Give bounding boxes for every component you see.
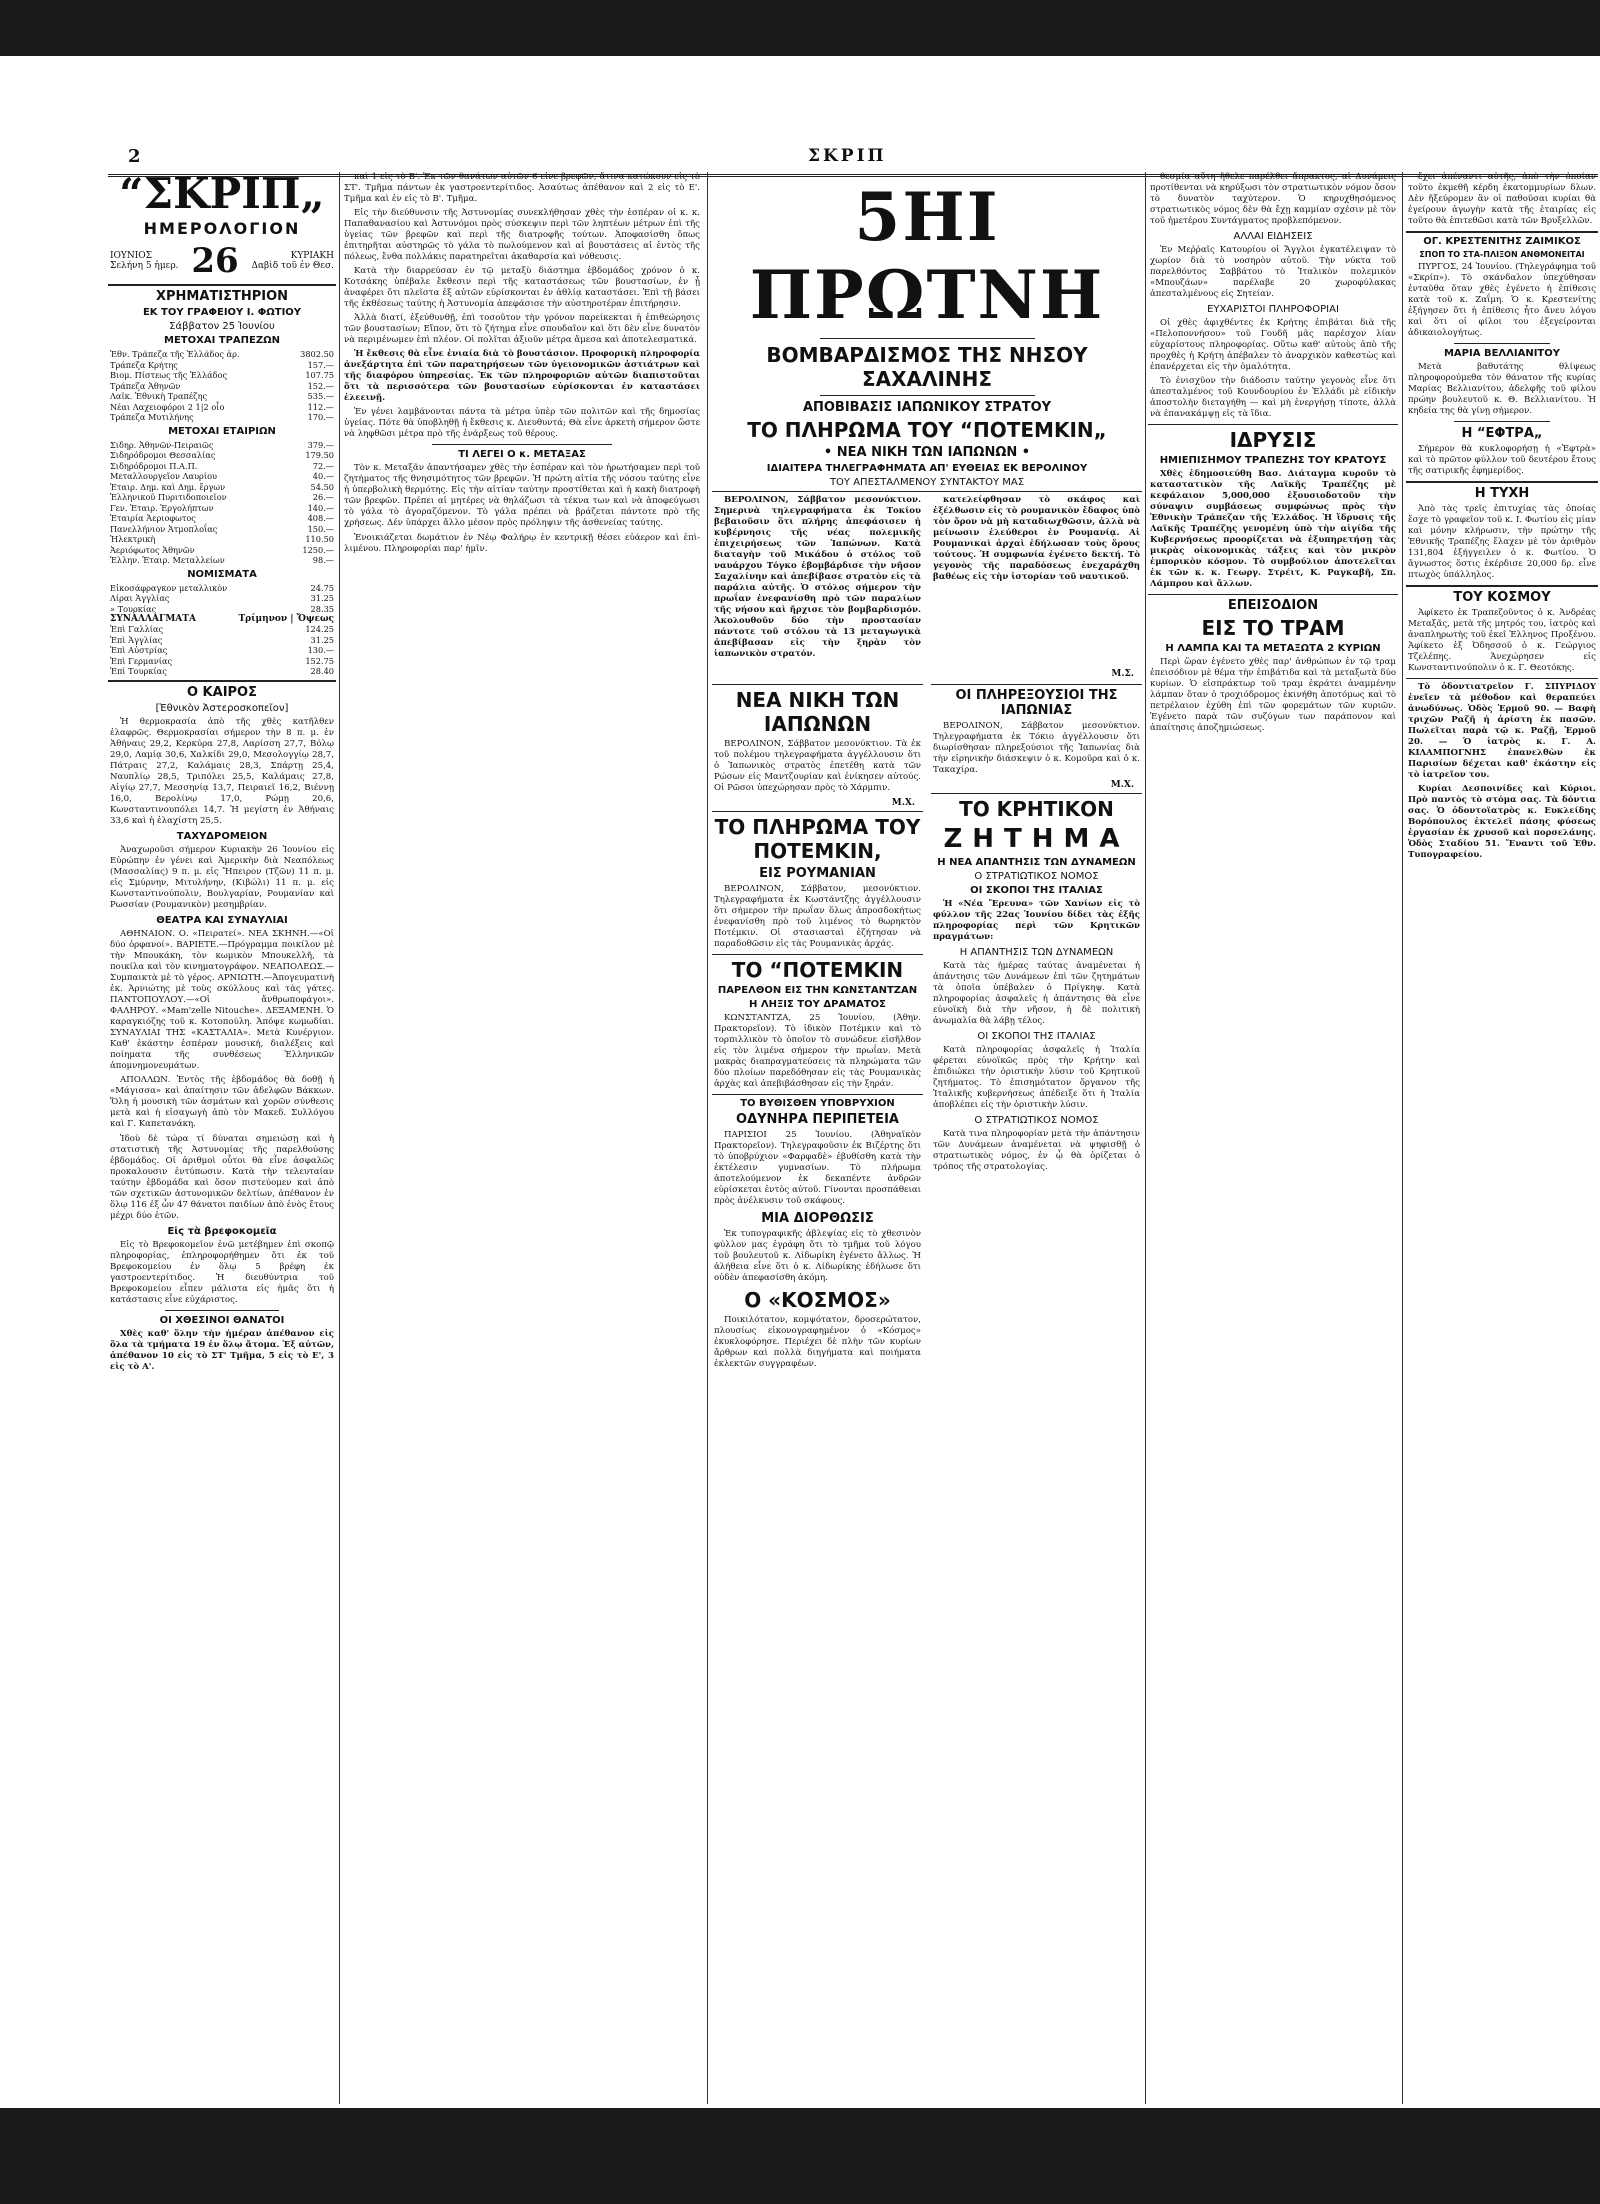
table-row: Ἑταιρία Ἀεριοφωτος 408.— <box>110 513 334 523</box>
founding-text: Χθὲς ἐδημοσιεύθη Βασ. Διάταγμα κυροῦν τὸ καταστατικὸν τῆς Λαϊκῆς Τραπέζης μὲ κεφάλαιον 5,000,000 ἐξουσιοδοτοῦν τὴν σύναψιν συμβάσεως συμφώνως πρὸς τὴν Ἐθνικὴν Τράπεζαν τῆς Ἑλλάδος. Ἡ ἵδρυσις τῆς Λαϊκῆς Τραπέζης γενομένη ὑπὸ τὴν αἰγίδα τῆς Κυβερνήσεως προορίζεται νὰ ἐξυπηρετήσῃ τὰς μικρὰς οἰκονομικὰς τάξεις καὶ τὸν μικρὸν ἐμπορικὸν κόσμον. Τὸ συμβούλιον ἀποτελεῖται ἐκ τῶν κ. κ. Γεωργ. Στρέιτ, Κ. Ραγκαβῆ, Σπ. Λάμπρου καὶ ἄλλων. <box>1150 469 1396 589</box>
divider <box>432 444 612 445</box>
victory-title: ΝΕΑ ΝΙΚΗ ΤΩΝ ΙΑΠΩΝΩΝ <box>735 688 900 736</box>
scan-border-top <box>0 0 1600 56</box>
constanta-subtitle-2: Η ΛΗΞΙΣ ΤΟΥ ΔΡΑΜΑΤΟΣ <box>748 999 886 1010</box>
krestenitis-text: ΠΥΡΓΟΣ, 24 Ἰουνίου. (Τηλεγράφημα τοῦ «Σκρίπ»). Τὸ σκάνδαλον ὑπεχύθησαν ἐνταῦθα ὅταν χθὲς ἐγένετο ἡ ἐπίθεσις κατὰ τοῦ κ. Ζαΐμη. Ὁ κ. Κρεστενίτης ἐξήγησεν ὅτι ἡ ἐπίθεσις ἦτο ἄνευ λόγου καὶ ὅτι οἱ φίλοι του ἐξεγείρονται ἀδικαιολογήτως. <box>1408 262 1596 338</box>
obituary-title: ΜΑΡΙΑ ΒΕΛΛΙΑΝΙΤΟΥ <box>1443 348 1560 359</box>
exchange-date: Σάββατον 25 Ἰουνίου <box>169 321 275 332</box>
main-dispatch-a: ΒΕΡΟΛΙΝΟΝ, Σάββατον μεσονύκτιον. Σημερινὰ τηλεγραφήματα ἐκ Τοκίου βεβαιοῦσιν ὅτι πλήρης ἀπεφάσισεν ἡ κυβέρνησις τῆς νέας πολεμικῆς ἐπιχειρήσεως τῶν Ἰαπώνων. Κατὰ διαταγὴν τοῦ Μικάδου ὁ στόλος τοῦ ναυάρχου Τόγκο ἐβομβάρδισε τὴν νῆσον Σαχαλίνην καὶ ἀπεβίβασε στρατὸν εἰς τὰ παράλια αὐτῆς. Ὁ στόλος σήμερον τὴν πρωΐαν ἐνεφανίσθη πρὸ τῶν παραλίων τῆς νήσου καὶ ἤρχισε τὸν βομβαρδισμόν. Ἀκολουθοῦν δύο τὴν προστασίαν πάντοτε τοῦ στόλου τὰ 13 μεταγωγικὰ ἀπεβίβασαν εἰς τὴν ξηρὰν τὸν ἰαπωνικὸν στρατόν. <box>714 495 921 659</box>
eftra-text: Σήμερον θὰ κυκλοφορήσῃ ἡ «Ἐφτρὰ» καὶ τὸ πρῶτον φύλλον τοῦ δευτέρου ἔτους τῆς σατιρικῆς ἐφημερίδος. <box>1408 444 1596 476</box>
submarine-subtitle: ΟΔΥΝΗΡΑ ΠΕΡΙΠΕΤΕΙΑ <box>736 1112 899 1127</box>
constanta-title: ΤΟ “ΠΟΤΕΜΚΙΝ <box>731 958 904 982</box>
cretan-big-title: ΖΗΤΗΜΑ <box>943 824 1130 854</box>
episode-subtitle-2: Η ΛΑΜΠΑ ΚΑΙ ΤΑ ΜΕΤΑΞΩΤΑ 2 ΚΥΡΙΩΝ <box>1165 643 1381 654</box>
potemkin-crew-title: ΤΟ ΠΛΗΡΩΜΑ ΤΟΥ ΠΟΤΕΜΚΙΝ, <box>714 815 921 863</box>
submarine-title: ΤΟ ΒΥΘΙΣΘΕΝ ΥΠΟΒΡΥΧΙΟΝ <box>740 1098 895 1109</box>
table-row: Ἐπὶ Ἀγγλίας 31.25 <box>110 634 334 645</box>
column-rule <box>707 172 708 2104</box>
article-body: ἔχει ἀπέναντι αὐτῆς, ἀπὸ τὴν ὁποίαν τοῦτο ἐκμεθῆ κέρδη ἐκατομμυρίων δλων. Δὲν ἤξεύρομεν ἂν οἱ παθοῦσαι κυρίαι θὰ ἐγείρουν ἀγωγὴν κατὰ τῆς ἑταιρίας εἰς τοῦτο θὰ ἐπιτεθῶσι κατὰ τῶν Βρυξελλῶν. <box>1408 172 1596 226</box>
two-column-block <box>712 495 1142 667</box>
divider <box>1406 678 1598 679</box>
headline-victory: • ΝΕΑ ΝΙΚΗ ΤΩΝ ΙΑΠΩΝΩΝ • <box>823 445 1031 460</box>
cretan-subtitle-2: Ο ΣΤΡΑΤΙΩΤΙΚΟΣ ΝΟΜΟΣ <box>974 871 1099 882</box>
founding-subtitle: ΗΜΙΕΠΙΣΗΜΟΥ ΤΡΑΠΕΖΗΣ ΤΟΥ ΚΡΑΤΟΥΣ <box>1159 455 1387 466</box>
metaxas-title: ΤΙ ΛΕΓΕΙ Ο κ. ΜΕΤΑΞΑΣ <box>458 449 586 460</box>
almanac-row <box>110 241 334 281</box>
banner-headline: 5ΗΙ ΠΡΩΤΝΗ <box>749 178 1105 334</box>
banks-title: ΜΕΤΟΧΑΙ ΤΡΑΠΕΖΩΝ <box>164 335 280 346</box>
headline-telegrams: ΙΔΙΑΙΤΕΡΑ ΤΗΛΕΓΡΑΦΗΜΑΤΑ ΑΠ' ΕΥΘΕΙΑΣ ΕΚ ΒΕΡΟΛΙΝΟΥ <box>766 463 1088 474</box>
obituary-text: Μετὰ βαθυτάτης θλίψεως πληροφορούμεθα τὸν θάνατον τῆς κυρίας Μαρίας Βελλιανίτου, ἀδελφῆς τοῦ φίλου πρώην βουλευτοῦ κ. Θ. Βελλιανίτου. Ἡ κηδεία της θὰ γίνῃ σήμερον. <box>1408 362 1596 416</box>
cretan-title: ΤΟ ΚΡΗΤΙΚΟΝ <box>959 797 1114 821</box>
table-row: Τράπεζα Ἀθηνῶν 152.— <box>110 380 334 391</box>
companies-table <box>108 440 336 566</box>
almanac-moon: Σελήνη 5 ἡμερ. <box>110 261 179 271</box>
table-row: Λίραι Ἀγγλίας 31.25 <box>110 593 334 603</box>
table-row: Σιδηρόδρομοι Π.Α.Π. 72.— <box>110 460 334 471</box>
constanta-subtitle: ΠΑΡΕΛΘΟΝ ΕΙΣ ΤΗΝ ΚΩΝΣΤΑΝΤΖΑΝ <box>717 985 918 996</box>
table-row: Λαϊκ. Ἐθνικὴ Τραπέζης 535.— <box>110 391 334 401</box>
divider <box>931 684 1142 685</box>
weather-title: Ο ΚΑΙΡΟΣ <box>186 684 257 700</box>
episode-subtitle: ΕΙΣ ΤΟ ΤΡΑΜ <box>1201 616 1345 640</box>
subcolumn-right <box>931 681 1142 1374</box>
column-rule <box>339 172 340 2104</box>
correction-text: Ἐκ τυπογραφικῆς ἀβλεψίας εἰς τὸ χθεσινὸν φύλλον μας ἐγράφη ὅτι τὸ τμῆμα τοῦ λόγου τοῦ βουλευτοῦ κ. Λίδωρίκη ἐγένετο ἄλλως. Ἡ ἀλήθεια εἶνε ὅτι ὁ κ. Λίδωρίκης ἐδήλωσε ὅτι οὐδὲν ἀπεφασίσθη ἀκόμη. <box>714 1229 921 1283</box>
infants-title: Εἰς τὰ βρεφοκομεῖα <box>167 1225 277 1237</box>
signature: Μ.Χ. <box>1110 780 1134 790</box>
pleasant-news-text: Οἱ χθὲς ἀφιχθέντες ἐκ Κρήτης ἐπιβάται διὰ τῆς «Πελοποννήσου» τοῦ Γουδῆ μᾶς παρέσχον λίαν εὐχαρίστους πληροφορίας. Οὕτω καθ' αὐτοὺς ἀπὸ τῆς προχθὲς ἡ Κρήτη ἀπέβαλεν τὸ ἀναρχικὸν καθεστὼς καὶ ἐπανέρχεται εἰς τὴν ὁμαλότητα. Τὸ ἐνισχῦον τὴν διάδοσιν ταύτην γεγονὸς εἶνε ὅτι ἀπεσταλμένος τοῦ Κουνδουρίου ἐν Ἑλλάδι μὲ εἰδικὴν ἀποστολὴν διεταγήθη — καὶ μὴ ἐνεργήσῃ τίποτε, ἀλλὰ νὰ ἐπανακάμψῃ εἰς τὰ ἴδια. <box>1150 318 1396 419</box>
divider <box>1454 421 1550 422</box>
running-title: ΣΚΡΙΠ <box>808 146 887 166</box>
statistics-text: Ἰδοὺ δὲ τώρα τί δύναται σημειώσῃ καὶ ἡ στατιστικὴ τῆς Ἀστυνομίας τῆς παρελθούσης ἑβδομάδος. Οἱ ἀριθμοὶ οὗτοι θὰ εἶνε ἀσφαλῶς προκαλουσιν ἐντύπωσιν. Κατὰ τὴν τελευταίαν ταύτην ἑβδομάδα καὶ ὅσον πιστεύομεν καὶ ἀπὸ τῶν σχετικῶν ἀστυνομικῶν δελτίων, ἀπέθανον ἐν ὅλῳ 116 ἐξ ὧν 47 θάνατοι παιδίων ἀπὸ ἑνὸς ἔτους μέχρι δύο ἐτῶν. <box>110 1133 334 1221</box>
powers-answer-title: Η ΑΠΑΝΤΗΣΙΣ ΤΩΝ ΔΥΝΑΜΕΩΝ <box>959 947 1114 958</box>
headline-correspondent: ΤΟΥ ΑΠΕΣΤΑΛΜΕΝΟΥ ΣΥΝΤΑΚΤΟΥ ΜΑΣ <box>829 477 1025 488</box>
correction-title: ΜΙΑ ΔΙΟΡΘΩΣΙΣ <box>761 1211 874 1226</box>
society-text: Ἀφίκετο ἐκ Τραπεζοῦντος ὁ κ. Ἀνδρέας Μεταξᾶς, μετὰ τῆς μητρός του, ἰατρὸς καὶ ἀναπληρωτὴς τοῦ ἐκεῖ Ἑλληνος Προξένου. Ἀφίκετο ἐξ Ὀδησσοῦ ὁ κ. Γεώργιος Τζελέπης. Ἀνεχώρησεν εἰς Κωνσταντινούπολιν ὁ κ. Γ. Θεοτόκης. <box>1408 608 1596 673</box>
divider <box>1148 424 1398 425</box>
divider <box>820 395 1035 396</box>
table-row: Ἐθν. Τράπεζα τῆς Ἑλλάδος ἀρ. 3802.50 <box>110 349 334 359</box>
column-5 <box>1406 172 1598 2104</box>
two-column-block <box>712 681 1142 1374</box>
divider <box>712 811 923 812</box>
potemkin-crew-subtitle: ΕΙΣ ΡΟΥΜΑΝΙΑΝ <box>759 866 876 881</box>
luck-title: Η ΤΥΧΗ <box>1474 486 1530 501</box>
table-row: Μεταλλουργεῖον Λαυρίου 40.— <box>110 471 334 481</box>
column-1 <box>108 172 336 2104</box>
page-number: 2 <box>128 146 141 167</box>
kosmos-text: Ποικιλότατον, κομψότατον, δροσερώτατον, πλουσίως εἰκονογραφημένον ὁ «Κόσμος» ἐκυκλοφόρησε. Περιέχει δὲ πλὴν τῶν κυρίων ἄρθρων καὶ πολλὰ διηγήματα καὶ ποιήματα ἐκλεκτῶν συγγραφέων. <box>714 1315 921 1369</box>
divider <box>820 338 1035 339</box>
divider <box>931 793 1142 794</box>
deaths-text: Χθὲς καθ' ὅλην τὴν ἡμέραν ἀπέθανον εἰς ὅλα τὰ τμήματα 19 ἐν ὅλῳ ἄτομα. Ἐξ αὐτῶν, ἀπέθανον 10 εἰς τὸ ΣΤ' Τμῆμα, 5 εἰς τὸ Ε', 3 εἰς τὸ Α'. <box>110 1328 334 1372</box>
masthead-title: “ΣΚΡΙΠ„ <box>119 172 325 218</box>
table-row: Πανελλήνιον Ἀτμοπλοΐας 150.— <box>110 523 334 534</box>
column-rule <box>1145 172 1146 2104</box>
running-header <box>108 146 1598 166</box>
headline-potemkin: ΤΟ ΠΛΗΡΩΜΑ ΤΟΥ “ΠΟΤΕΜΚΙΝ„ <box>747 418 1107 442</box>
almanac-saint: Δαβὶδ τοῦ ἐν Θεσ. <box>251 261 334 271</box>
signature: Μ.Χ. <box>891 798 915 808</box>
divider <box>108 284 336 286</box>
fx-note: Τρίμηνον | Ὄψεως <box>238 614 334 624</box>
divider <box>1454 343 1550 344</box>
exchange-office: ΕΚ ΤΟΥ ΓΡΑΦΕΙΟΥ Ι. ΦΩΤΙΟΥ <box>142 307 302 318</box>
table-row: Σιδηρ. Ἀθηνῶν-Πειραιῶς 379.— <box>110 439 334 450</box>
table-row: Ἑλλην. Ἑταιρ. Μεταλλείων 98.— <box>110 555 334 565</box>
table-row: » Τουρκίας 28.35 <box>110 603 334 614</box>
newspaper-page <box>108 134 1598 2104</box>
divider <box>1406 585 1598 587</box>
table-row: Τράπεζα Μυτιλήνης 170.— <box>110 412 334 422</box>
notice-text: Ἐνοικιάζεται δωμάτιον ἐν Νέῳ Φαλήρῳ ἐν κεντρικῇ θέσει εὐάερον καὶ ἐπὶ-λιμένου. Πληροφορίαι παρ' ἡμῖν. <box>344 533 700 554</box>
table-row: Τράπεζα Κρήτης 157.— <box>110 359 334 370</box>
fx-title: ΣΥΝΑΛΛΑΓΜΑΤΑ <box>110 614 196 624</box>
weather-text: Ἡ θερμοκρασία ἀπὸ τῆς χθὲς κατῆλθεν ἐλαφρῶς. Θερμοκρασίαι σήμερον τὴν 8 π. μ. ἐν Ἀθήναις 29,2, Κερκύρα 27,8, Λαρίσση 27,7, Βόλῳ 29,0, Λαμίᾳ 30,6, Χαλκίδι 29,0, Μεσολογγίῳ 28,7, Πάτραις 27,2, Καλάμαις 28,3, Σπάρτῃ 25,4, Ναυπλίῳ 28,5, Τριπόλει 25,5, Καλάμαις 27,8, Αἰγίῳ 27,7, Μεσσηνίᾳ 13,7, Πειραιεῖ 16,2, Βιέννῃ 16,0, Βερολίνῳ 17,0, Ρώμῃ 20,6, Κωνσταντινουπόλει 14,7. Ἡ μεγίστη ἐν Ἀθήναις 33,6 καὶ ἡ ἐλαχίστη 25,5. <box>110 716 334 826</box>
subcolumn-left <box>712 681 923 1374</box>
column-4 <box>1148 172 1398 2104</box>
infants-text: Εἰς τὸ Βρεφοκομεῖον ἐνῶ μετέβημεν ἐπὶ σκοπῷ πληροφορίας, ἐπληροφορήθημεν ὅτι ἐκ τοῦ Βρεφοκομείου ἐν ὅλῳ 5 βρέφη ἐκ γαστροεντερίτιδος. Ἡ διευθύντρια τοῦ Βρεφοκομείου εἶπεν μάλιστα εἰς ἡμᾶς ὅτι ἡ κατάστασις εἶνε εὐχάριστος. <box>110 1239 334 1305</box>
luck-text: Ἀπὸ τὰς τρεῖς ἐπιτυχίας τὰς ὁποίας ἔσχε τὸ γραφεῖον τοῦ κ. Ι. Φωτίου εἰς μίαν καὶ μόνην κλήρωσιν, τὴν πρώτην τῆς Ἐθνικῆς Τραπέζης ἔλαχεν μὲ τὸν ἀριθμὸν 131,804 ἐξήγγειλεν ὁ κ. Φωτίου. Ὁ ἄγνωστος ὅστις ἐκέρδισε 20,000 δρ. εἶνε πτωχὸς ὑπάλληλος. <box>1408 504 1596 580</box>
divider <box>712 684 923 685</box>
divider <box>108 680 336 682</box>
table-row: Ἐπὶ Γαλλίας 124.25 <box>110 624 334 634</box>
table-row: Ἀεριόφωτος Ἀθηνῶν 1250.— <box>110 544 334 555</box>
krestenitis-title: ΟΓ. ΚΡΕΣΤΕΝΙΤΗΣ ΖΑΙΜΙΚΟΣ <box>1423 236 1581 247</box>
fx-header <box>110 614 334 624</box>
fx-table <box>108 624 336 677</box>
military-law-title: Ο ΣΤΡΑΤΙΩΤΙΚΟΣ ΝΟΜΟΣ <box>974 1115 1099 1126</box>
divider <box>712 1094 923 1095</box>
table-row: Ἐπὶ Γερμανίας 152.75 <box>110 655 334 666</box>
table-row: Ἠλεκτρικὴ 110.50 <box>110 534 334 544</box>
table-row: Βιομ. Πίστεως τῆς Ἑλλάδος 107.75 <box>110 370 334 380</box>
potemkin-crew-text: ΒΕΡΟΛΙΝΟΝ, Σάββατον, μεσονύκτιον. Τηλεγραφήματα ἐκ Κωστάντζης ἀγγέλλουσιν ὅτι σήμερον τὴν πρωΐαν ὅλως ἀπροσδοκήτως ἐνεφανίσθη πρὸ τοῦ λιμένος τὸ θωρηκτὸν Ποτέμκιν. Οἱ στασιασταὶ ἐζήτησαν νὰ παραδοθῶσιν εἰς τὰς Ρουμανικὰς ἀρχάς. <box>714 884 921 949</box>
cretan-text: Ἡ «Νέα Ἔρευνα» τῶν Χανίων εἰς τὸ φύλλον τῆς 22ας Ἰουνίου δίδει τὰς ἑξῆς πληροφορίας περὶ τῶν Κρητικῶν πραγμάτων: <box>933 899 1140 942</box>
metaxas-text: Τὸν κ. Μεταξᾶν ἀπαντήσαμεν χθὲς τὴν ἑσπέραν καὶ τὸν ἠρωτήσαμεν περὶ τοῦ ζητήματος τῆς θνησιμότητος τῶν βρεφῶν. Ἡ πρώτη αἰτία τῆς νόσου ταύτης εἶνε ἡ ὑπερβολικὴ θερμότης. Εἰς τὴν αἰτίαν ταύτην προστίθεται καὶ ἡ κακὴ διατροφὴ τῶν βρεφῶν. Πρέπει αἱ μητέρες νὰ θηλάζωσι τὰ τέκνα των καὶ νὰ ἀποφεύγωσι τὸ γάλα τὸ ἀγοραζόμενον. Τὸ γάλα πρέπει νὰ βράζεται πάντοτε πρὸ τῆς χρήσεως. Δέν ὑπάρχει ἄλλο μέσον πρὸς πρόληψιν τῆς ἀσθενείας ταύτης. <box>344 463 700 528</box>
almanac-month: ΙΟΥΝΙΟΣ <box>110 251 153 261</box>
victory-text: ΒΕΡΟΛΙΝΟΝ, Σάββατον μεσονύκτιον. Τὰ ἐκ τοῦ πολέμου τηλεγραφήματα ἀγγέλλουσιν ὅτι ὁ Ἰαπωνικὸς στρατὸς ἐπετέθη κατὰ τῶν Ρώσων εἰς Μαντζουρίαν καὶ ἐνίκησεν αὐτούς. Οἱ Ρῶσοι ὑπεχώρησαν πρὸς τὸ Χάρμπιν. <box>714 739 921 793</box>
headline-landing: ΑΠΟΒΙΒΑΣΙΣ ΙΑΠΩΝΙΚΟΥ ΣΤΡΑΤΟΥ <box>802 400 1052 415</box>
divider <box>1406 481 1598 483</box>
italy-title: ΟΙ ΣΚΟΠΟΙ ΤΗΣ ΙΤΑΛΙΑΣ <box>977 1031 1096 1042</box>
deaths-title: ΟΙ ΧΘΕΣΙΝΟΙ ΘΑΝΑΤΟΙ <box>159 1314 285 1326</box>
divider <box>1406 231 1598 233</box>
coins-table <box>108 583 336 615</box>
headline-sakhalin: ΒΟΜΒΑΡΔΙΣΜΟΣ ΤΗΣ ΝΗΣΟΥ ΣΑΧΑΛΙΝΗΣ <box>766 343 1088 391</box>
divider <box>1148 594 1398 595</box>
powers-answer-text: Κατὰ τὰς ἡμέρας ταύτας ἀναμένεται ἡ ἀπάντησις τῶν Δυνάμεων ἐπὶ τῶν ζητημάτων τὰ ὁποῖα ὑπέβαλεν ὁ Πρίγκηψ. Κατὰ πληροφορίας ἀσφαλεῖς ἡ ἀπάντησις θὰ εἶνε εὐνοϊκὴ διὰ τὴν νῆσον, ἡ δὲ πολιτικὴ ἀνωμαλία θὰ λάβῃ τέλος. <box>933 961 1140 1026</box>
exchange-title: ΧΡΗΜΑΤΙΣΤΗΡΙΟΝ <box>155 289 289 304</box>
column-3 <box>712 172 1142 2104</box>
military-law-text: Κατὰ τινα πληροφορίαν μετὰ τὴν ἀπάντησιν τῶν Δυνάμεων ἀναμένεται νὰ ψηφισθῇ ὁ στρατιωτικὸς νόμος, ἐν ᾧ θὰ ὁρίζεται ὁ τρόπος τῆς στρατολογίας. <box>933 1129 1140 1172</box>
eftra-title: Η “ΕΦΤΡΑ„ <box>1461 426 1543 441</box>
plenipotentiaries-title: ΟΙ ΠΛΗΡΕΞΟΥΣΙΟΙ ΤΗΣ ΙΑΠΩΝΙΑΣ <box>955 688 1118 718</box>
divider <box>165 1310 279 1311</box>
table-row: Ἑταιρ. Δημ. καὶ Δημ. ἔργων 54.50 <box>110 481 334 492</box>
plenipotentiaries-text: ΒΕΡΟΛΙΝΟΝ, Σάββατον μεσονύκτιον. Τηλεγραφήματα ἐκ Τόκιο ἀγγέλλουσιν ὅτι διωρίσθησαν πληρεξούσιοι τῆς Ἰαπωνίας διὰ τὴν εἰρηνικὴν διάσκεψιν ὁ κ. Κομοῦρα καὶ ὁ κ. Τακαχίρα. <box>933 721 1140 775</box>
episode-title: ΕΠΕΙΣΟΔΙΟΝ <box>1227 598 1319 613</box>
companies-title: ΜΕΤΟΧΑΙ ΕΤΑΙΡΙΩΝ <box>168 425 276 437</box>
cretan-subtitle: Η ΝΕΑ ΑΠΑΝΤΗΣΙΣ ΤΩΝ ΔΥΝΑΜΕΩΝ <box>937 857 1136 868</box>
article-body: καὶ 1 εἰς τὸ Β'. Ἐκ τῶν θανάτων αὐτῶν 6 εἶνε βρεφῶν, ἄτινα κατώκουν εἰς τὸ ΣΤ'. Τμῆμα πάντων ἐκ γαστροεντερίτιδος. Ἀσαύτως ἀπέθανον καὶ 2 εἰς τὸ Ε'. Τμῆμα καὶ ἐν εἰς τὸ Β'. Τμῆμα. Εἰς τὴν διεύθυνσιν τῆς Ἀστυνομίας συνεκλήθησαν χθὲς τὴν ἑσπέραν οἱ κ. κ. Παπαθανασίου καὶ Ἀστυνόμοι πρὸς σύσκεψιν περὶ τῶν ληπτέων μέτρων ἐπὶ τῆς ὑγείας τῶν βρεφῶν καὶ περὶ τῆς διατροφῆς τούτων. Ἀποφασίσθη ὅπως ἐπιτηρῆται αὐστηρῶς τὸ γάλα τὸ πωλούμενον καὶ αἱ βουστάσεις αἱ ἐντὸς τῆς πόλεως, ἔνθα πολλάκις παρατηρεῖται ἀκαθαρσία καὶ νόθευσις. Κατὰ τὴν διαρρεύσαν ἐν τῷ μεταξὺ διάστημα ἑβδομάδος χρόνον ὁ κ. Κοτσάκης ὑπέβαλε ἔκθεσιν περὶ τῆς καταστάσεως τῶν βουστασίων, ἐν ᾗ ἀναφέρει ὅτι πλεῖστα ἐξ αὐτῶν εὑρίσκονται ἐν ἀθλίᾳ καταστάσει. Ἐπὶ τῇ βάσει τῆς ἐκθέσεως ταύτης ἡ Ἀστυνομία ἀπεφάσισε τὴν αὐστηροτέραν ἐπιτήρησιν. Ἀλλὰ διατί, ἐξεύθυνθῇ, ἐπὶ τοσοῦτον τὴν γρόνον παρείκεκται ἡ ἐπιθεώρησις τῶν βουστασίων; Εἴπον, ὅτι τὸ ζήτημα εἶνε σπουδαῖον καὶ ὅτι δὲν εἶνε δυνατὸν νὰ περιμένωμεν ἐπὶ πλέον. Οἱ πολῖται ἀξιοῦν μέτρα ἄμεσα καὶ ἀποτελεσματικά. Ἡ ἔκθεσις θὰ εἶνε ἐνιαία διὰ τὸ βουστάσιον. Προφορικὴ πληροφορία ἀνεξάρτητα ἐπὶ τῶν παρατηρήσεων τῶν ὑγειονομικῶν ἀστιάτρων καὶ τῆς διαφόρου ὑπηρεσίας. Ἐκ τῶν πληροφοριῶν αὐτῶν διαπιστοῦται ὅτι τὰ περισσότερα τῶν βουστασίων εὑρίσκονται ἐν καταστάσει ἐλεεινῇ. Ἐν γένει λαμβάνονται πάντα τὰ μέτρα ὑπὲρ τῶν πολιτῶν καὶ τῆς δημοσίας ὑγείας. Πότε θὰ ὑποβληθῇ ἡ ἔκθεσις κ. Διευθυντά; Θὰ εἶνε ἀρκετὴ σήμερον ὥστε νὰ ληφθῶσι μέτρα πρὸ τῆς ἐνάρξεως τοῦ θέρους. <box>344 172 700 439</box>
main-dispatch-b: κατελείφθησαν τὸ σκάφος καὶ ἐξέλθωσιν εἰς τὸ ρουμανικὸν ἔδαφος ὑπὸ τὸν ὅρον νὰ μὴ καταδιωχθῶσιν, ἀλλὰ νὰ μείνωσιν ἐλεύθεροι ἐν Ρουμανίᾳ. Αἱ Ρουμανικαὶ ἀρχαὶ ἐδήλωσαν τοὺς ὅρους τούτους. Ἡ συμφωνία ἐγένετο δεκτή. Τὸ γεγονὸς τῆς παραδόσεως ἐνεχαράχθη βαθέως εἰς τὴν ἱστορίαν τοῦ ναυτικοῦ. <box>933 495 1140 582</box>
divider <box>712 954 923 955</box>
table-row: Ἐπὶ Αὐστρίας 130.— <box>110 645 334 655</box>
italy-text: Κατὰ πληροφορίας ἀσφαλεῖς ἡ Ἰταλία φέρεται εὐνοϊκῶς πρὸς τὴν Κρήτην καὶ ἐπιδιώκει τὴν ὁριστικὴν λύσιν τοῦ Κρητικοῦ ζητήματος. Τὸ ἐπισημότατον ὄργανον τῆς Ἰταλικῆς κυβερνήσεως ἀπέδειξε ὅτι ἡ Ἰταλία ἀποβλέπει εἰς τὴν ὁριστικὴν λύσιν. <box>933 1045 1140 1110</box>
post-title: ΤΑΧΥΔΡΟΜΕΙΟΝ <box>176 830 268 842</box>
almanac-weekday: ΚΥΡΙΑΚΗ <box>290 251 334 261</box>
signature: Μ.Σ. <box>1111 669 1134 679</box>
society-title: ΤΟΥ ΚΟΣΜΟΥ <box>1453 590 1551 605</box>
other-news-title: ΑΛΛΑΙ ΕΙΔΗΣΕΙΣ <box>1233 231 1313 242</box>
column-rule <box>1402 172 1403 2104</box>
founding-title: ΙΔΡΥΣΙΣ <box>1229 428 1317 452</box>
pleasant-news-title: ΕΥΧΑΡΙΣΤΟΙ ΠΛΗΡΟΦΟΡΙΑΙ <box>1207 304 1339 315</box>
other-news-text: Ἐν Μεῤῥαῖς Κατουρίου οἱ Ἄγγλοι ἐγκατέλειψαν τὸ χωρίον διὰ τὸ νοσηρὸν αὐτοῦ. Τὴν νύκτα τοῦ παρελθόντος Σαββάτου τὸ Ἰταλικὸν πολεμικὸν «Μπουζάων» παρέλαβε 20 χωροφύλακας ἀπεσταλμένους εἰς Σητείαν. <box>1150 245 1396 299</box>
weather-subtitle: [Ἐθνικὸν Ἀστεροσκοπεῖον] <box>155 702 289 714</box>
masthead-subtitle: ΗΜΕΡΟΛΟΓΙΟΝ <box>143 219 301 238</box>
table-row: Ἐπὶ Τουρκίας 28.40 <box>110 666 334 676</box>
article-body: θεσμία αὕτη ἤθελε παρέλθει ἄπρακτος, αἱ Δυνάμεις προτίθενται νὰ κηρύξωσι τὸν στρατιωτικὸν νόμον ὅσον τὸ δυνατὸν ταχύτερον. Ὁ κηρυχθησόμενος στρατιωτικὸς νόμος δὲν θὰ ἔχῃ καμμίαν σχέσιν μὲ τὸν τοῦ ἡμετέρου Συντάγματος προβλεπόμενον. <box>1150 172 1396 226</box>
table-row: Εἰκοσάφραγκον μεταλλικὸν 24.75 <box>110 582 334 593</box>
divider <box>712 491 1142 492</box>
theatre-title: ΘΕΑΤΡΑ ΚΑΙ ΣΥΝΑΥΛΙΑΙ <box>156 914 288 926</box>
table-row: Νέαι Λαχειοφόροι 2 1|2 οἷο 112.— <box>110 401 334 412</box>
table-row: Ἑλληνικοῦ Πυριτιδοποιεῖον 26.— <box>110 492 334 502</box>
constanta-text: ΚΩΝΣΤΑΝΤΖΑ, 25 Ἰουνίου. (Ἀθην. Πρακτορεῖον). Τὸ ἰδικὸν Ποτέμκιν καὶ τὸ τορπιλλικὸν τὸ ὁποῖον τὸ συνώδευε εἰσῆλθον εἰς τὸν λιμένα σήμερον τὴν πρωΐαν. Μετὰ μακρὰς διαπραγματεύσεις τὰ πληρώματα τῶν δύο πλοίων παρεδόθησαν εἰς τὰς Ρουμανικὰς ἀρχὰς καὶ ἀπεβιβάσθησαν εἰς τὴν ξηράν. <box>714 1013 921 1089</box>
krestenitis-subtitle: ΣΠΟΠ ΤΟ ΣΤΑ-ΠΛΙΞΟΝ ΑΝΘΜΟΝΕΙΤΑΙ <box>1419 250 1585 259</box>
theatre-text: ΑΘΗΝΑΙΟΝ. Ο. «Πειρατεί». ΝΕΑ ΣΚΗΝΗ.—«Οἱ δύο ὀρφανοί». ΒΑΡΙΕΤΕ.—Πρόγραμμα ποικίλον μὲ τὴν Μπουκάκη, τὸν κωμικὸν Μπουκελλῆ, τὰ ποικίλα καὶ τὸν κινηματογράφον. ΝΕΑΠΟΛΕΩΣ.—Συμπαικτὰ μὲ τὸ γέρος. ΑΡΝΙΩΤΗ.—Ἀπογευματινὴ ἐκ. Ἀρνιώτης μὲ τοὺς σκύλλους καὶ τὰς γάτες. ΠΑΝΤΟΠΟΥΛΟΥ.—«Οἱ ἄνθρωποφάγοι». ΦΑΛΗΡΟΥ. «Mam'zelle Nitouche». ΔΕΞΑΜΕΝΗ. Ὁ καραγκιόζης τοῦ κ. Κοτοπούλη. Ἀπόψε κωμωδίαι. ΣΥΝΑΥΛΙΑΙ ΤΗΣ «ΚΑΣΤΑΛΙΑ». Μετὰ Κυνέργιον. Καθ' ἑκάστην ἑσπέραν μουσική, διαλέξεις καὶ ποίηματα τῆς συνθέσεως Ἑλληνικῶν ἀπομνημονευμάτων. ΑΠΟΛΛΩΝ. Ἐντὸς τῆς ἑβδομάδος θὰ δοθῇ ἡ «Μάγισσα» καὶ ἀπαίτησιν τῶν ἀδελφῶν Βάκκων. Ὅλη ἡ μουσικὴ τῶν ἀσμάτων καὶ χορῶν σύνθεσις μετὰ καὶ ἡ εἰσαγωγὴ ἀπὸ τὸν Μακεδ. Συλλόγου καὶ Γ. Καπετανάκη. <box>110 928 334 1129</box>
advertisements: Τὸ ὀδοντιατρεῖον Γ. ΣΠΥΡΙΔΟΥ ἐνεῖεν τὰ μέθοδον καὶ θεραπεύει ἀνωδύνως. Ὁδὸς Ἑρμοῦ 90. — Βαφὴ τριχῶν Ραζῆ ἡ ἀρίστη ἐκ πασῶν. Πωλεῖται παρὰ τῷ κ. Ραζῇ, Ἑρμοῦ 20. — Ὁ ἰατρὸς κ. Γ. Α. ΚΙΛΑΜΠΟΓΝΗΣ ἐπανελθὼν ἐκ Παρισίων δέχεται καθ' ἑκάστην εἰς τὸ ἰατρεῖον του. Κυρίαι Δεσποινίδες καὶ Κύριοι. Πρὸ παντὸς τὸ στόμα σας. Τὰ δόντια σας. Ὁ ὀδοντοϊατρὸς κ. Ευκλείδης Βορόπουλος ἐκτελεῖ πάσης φύσεως ἐργασίαν ἐκ χρυσοῦ καὶ πορσελάνης. Ὁδὸς Σταδίου 51. Ἔναντι τοῦ Ἐθν. Τυπογραφείου. <box>1408 682 1596 860</box>
almanac-day: 26 <box>191 241 239 281</box>
scan-border-bottom <box>0 2108 1600 2204</box>
cretan-subtitle-3: ΟΙ ΣΚΟΠΟΙ ΤΗΣ ΙΤΑΛΙΑΣ <box>970 885 1103 896</box>
banks-table <box>108 349 336 423</box>
episode-text: Περὶ ὥραν ἐγένετο χθὲς παρ' ἀνθρώπων ἐν τῷ τραμ ἐπεισόδιον μὲ θέμα τὴν ἐπιβάτιδα καὶ τὰ μεταξωτὰ δύο κυρίων. Ὁ εἰσπράκτωρ τοῦ τραμ ἐκράτει ἀναμμένην λάμπαν ὅταν ὁ τροχιόδρομος ἐκινήθη ἀποτόμως καὶ τὸ πετρέλαιον ἐχύθη ἐπὶ τῶν φορεμάτων τῶν κυριῶν. Ἐγένετο παρὰ τῶν συζύγων των παράπονον καὶ ἀπαίτησις ἀποζημιώσεως. <box>1150 657 1396 733</box>
coins-title: ΝΟΜΙΣΜΑΤΑ <box>187 568 257 580</box>
submarine-text: ΠΑΡΙΣΙΟΙ 25 Ἰουνίου. (Ἀθηναϊκὸν Πρακτορεῖον). Τηλεγραφοῦσιν ἐκ Βιζέρτης ὅτι τὸ ὑποβρύχιον «Φαρφαδὲ» ἐβυθίσθη κατὰ τὴν ἐκτέλεσιν γυμνασίων. Τὸ πλήρωμα ἀποτελούμενον ἐκ δεκαπέντε ἀνδρῶν εὑρίσκεται ἐντὸς αὐτοῦ. Γίνονται προσπάθειαι πρὸς ἀνέλκυσιν τοῦ σκάφους. <box>714 1130 921 1206</box>
table-row: Σιδηρόδρομοι Θεσσαλίας 179.50 <box>110 450 334 460</box>
column-2 <box>342 172 702 2104</box>
post-text: Ἀναχωροῦσι σήμερον Κυριακὴν 26 Ἰουνίου εἰς Εὐρώπην ἐν γένει καὶ Ἀμερικὴν διὰ Νεαπόλεως (Μασσαλίας) 9 π. μ. εἰς Ἤπειρον (Τζῶν) 11 π. μ. εἰς Σμύρνην, Μιτυλήνην, (Κιβώλι) 11 π. μ. εἰς Κωνσταντινούπολιν, Βουλγαρίαν, Ρουμανίαν καὶ Ρωσσίαν (Ρουμανικὸν) μεσημβρίαν. <box>110 844 334 910</box>
table-row: Γεν. Ἑταιρ. Ἐργολήπτων 140.— <box>110 502 334 513</box>
kosmos-title: Ο «ΚΟΣΜΟΣ» <box>744 1288 891 1312</box>
